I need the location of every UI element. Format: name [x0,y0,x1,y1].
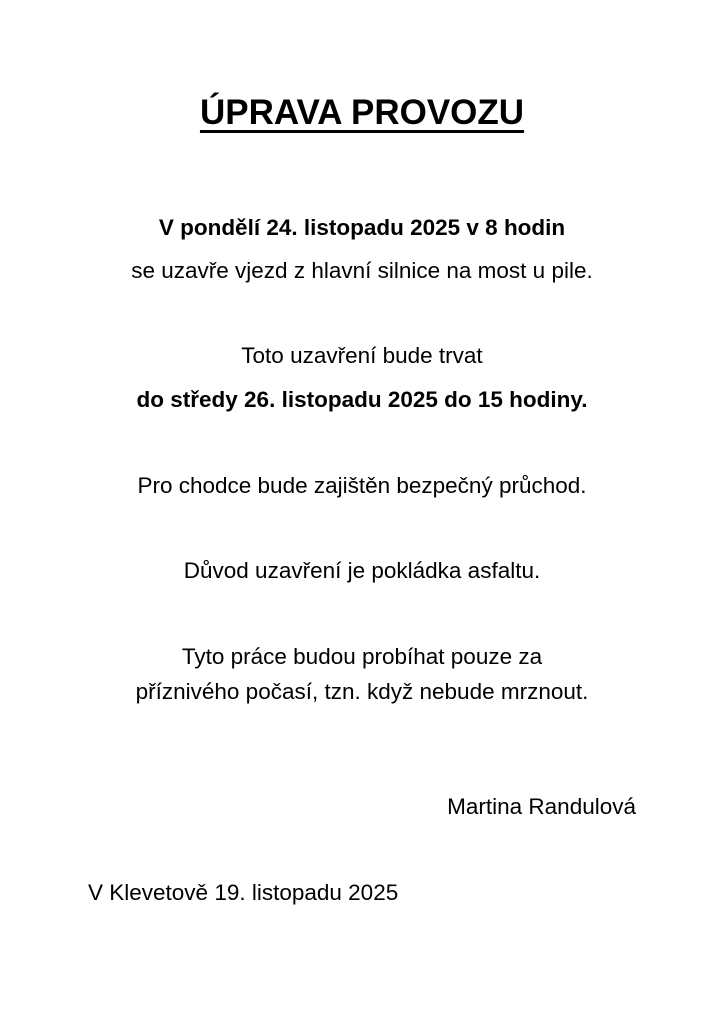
closure-reason-line: Důvod uzavření je pokládka asfaltu. [183,558,541,583]
duration-intro-line: Toto uzavření bude trvat [241,343,483,368]
closure-description-line: se uzavře vjezd z hlavní silnice na most u pile. [131,258,593,283]
weather-condition-line-1: Tyto práce budou probíhat pouze za [181,644,543,669]
place-and-date: V Klevetově 19. listopadu 2025 [88,880,399,905]
notice-title: ÚPRAVA PROVOZU [199,93,525,132]
weather-condition-line-2: příznivého počasí, tzn. když nebude mrznout. [135,679,589,704]
end-date-line: do středy 26. listopadu 2025 do 15 hodiny. [136,387,588,412]
signature: Martina Randulová [447,794,636,819]
start-date-line: V pondělí 24. listopadu 2025 v 8 hodin [158,215,566,240]
pedestrian-passage-line: Pro chodce bude zajištěn bezpečný průchod. [137,473,587,498]
